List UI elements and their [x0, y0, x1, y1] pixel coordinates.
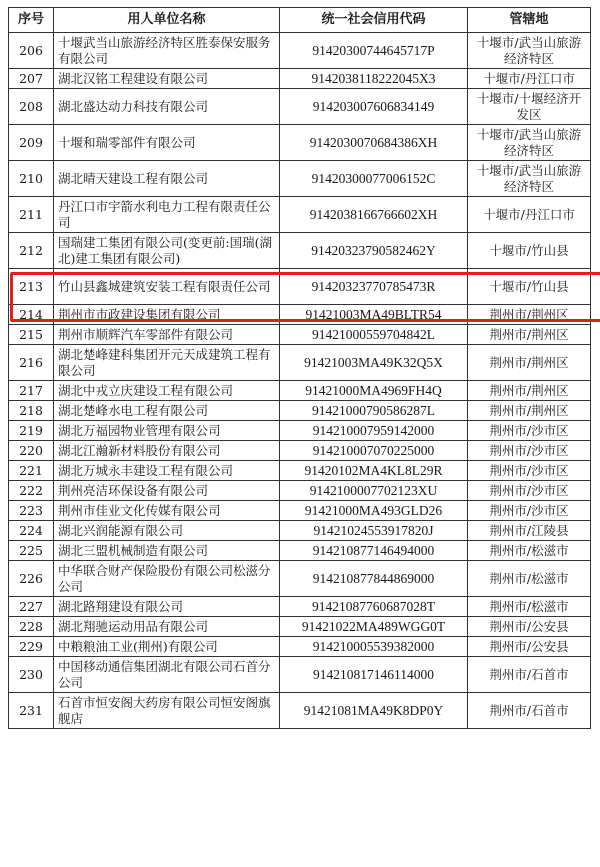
row-serial: 208 [9, 89, 54, 125]
table-row [9, 269, 591, 305]
table-row [9, 637, 591, 657]
row-serial: 223 [9, 501, 54, 521]
row-company-name: 湖北翔驰运动用品有限公司 [54, 617, 280, 637]
row-credit-code: 91421024553917820J [280, 521, 468, 541]
table-row [9, 461, 591, 481]
row-company-name: 十堰和瑞零部件有限公司 [54, 125, 280, 161]
row-company-name: 湖北楚峰水电工程有限公司 [54, 401, 280, 421]
row-credit-code: 9142038166766602XH [280, 197, 468, 233]
row-company-name: 湖北中戎立庆建设工程有限公司 [54, 381, 280, 401]
row-credit-code: 91420300744645717P [280, 33, 468, 69]
header-serial: 序号 [9, 8, 54, 33]
row-serial: 230 [9, 657, 54, 693]
table-row [9, 345, 591, 381]
row-jurisdiction: 荆州市/沙市区 [468, 461, 591, 481]
table-row [9, 305, 591, 325]
row-credit-code: 914210005539382000 [280, 637, 468, 657]
row-serial: 209 [9, 125, 54, 161]
table-row [9, 521, 591, 541]
row-credit-code: 914210007070225000 [280, 441, 468, 461]
row-jurisdiction: 荆州市/石首市 [468, 693, 591, 729]
table-row [9, 161, 591, 197]
row-jurisdiction: 荆州市/荆州区 [468, 345, 591, 381]
row-company-name: 湖北江瀚新材料股份有限公司 [54, 441, 280, 461]
table-row [9, 481, 591, 501]
employer-table [8, 7, 591, 729]
row-company-name: 湖北路翔建设有限公司 [54, 597, 280, 617]
row-company-name: 湖北兴润能源有限公司 [54, 521, 280, 541]
row-credit-code: 9142030070684386XH [280, 125, 468, 161]
row-jurisdiction: 荆州市/公安县 [468, 637, 591, 657]
row-jurisdiction: 十堰市/武当山旅游经济特区 [468, 125, 591, 161]
table-row [9, 233, 591, 269]
row-credit-code: 91421003MA49K32Q5X [280, 345, 468, 381]
table-header-row [9, 8, 591, 33]
row-serial: 213 [9, 269, 54, 305]
row-credit-code: 91421000MA4969FH4Q [280, 381, 468, 401]
row-serial: 212 [9, 233, 54, 269]
row-credit-code: 9142038118222045X3 [280, 69, 468, 89]
row-credit-code: 914210007959142000 [280, 421, 468, 441]
row-serial: 226 [9, 561, 54, 597]
table-row [9, 33, 591, 69]
row-credit-code: 91421000790586287L [280, 401, 468, 421]
row-serial: 225 [9, 541, 54, 561]
row-jurisdiction: 荆州市/沙市区 [468, 501, 591, 521]
table-row [9, 325, 591, 345]
row-company-name: 湖北万福园物业管理有限公司 [54, 421, 280, 441]
table-row [9, 89, 591, 125]
row-credit-code: 914210817146114000 [280, 657, 468, 693]
row-jurisdiction: 荆州市/荆州区 [468, 401, 591, 421]
row-company-name: 十堰武当山旅游经济特区胜泰保安服务有限公司 [54, 33, 280, 69]
row-company-name: 湖北楚峰建科集团开元天成建筑工程有限公司 [54, 345, 280, 381]
row-company-name: 荆州亮洁环保设备有限公司 [54, 481, 280, 501]
row-company-name: 中华联合财产保险股份有限公司松滋分公司 [54, 561, 280, 597]
row-serial: 219 [9, 421, 54, 441]
row-serial: 215 [9, 325, 54, 345]
table-row [9, 657, 591, 693]
table-row [9, 381, 591, 401]
row-credit-code: 91421003MA49BLTR54 [280, 305, 468, 325]
row-serial: 218 [9, 401, 54, 421]
row-jurisdiction: 荆州市/沙市区 [468, 441, 591, 461]
row-jurisdiction: 荆州市/荆州区 [468, 381, 591, 401]
table-row [9, 69, 591, 89]
header-company: 用人单位名称 [54, 8, 280, 33]
row-serial: 210 [9, 161, 54, 197]
row-serial: 207 [9, 69, 54, 89]
credit-table-sheet [8, 7, 590, 729]
row-jurisdiction: 荆州市/石首市 [468, 657, 591, 693]
row-credit-code: 91420323770785473R [280, 269, 468, 305]
row-jurisdiction: 荆州市/荆州区 [468, 305, 591, 325]
row-jurisdiction: 荆州市/松滋市 [468, 597, 591, 617]
row-company-name: 荆州市佳业文化传媒有限公司 [54, 501, 280, 521]
row-credit-code: 91421000559704842L [280, 325, 468, 345]
table-row [9, 125, 591, 161]
row-company-name: 荆州市市政建设集团有限公司 [54, 305, 280, 325]
row-jurisdiction: 荆州市/松滋市 [468, 541, 591, 561]
row-serial: 211 [9, 197, 54, 233]
row-credit-code: 914210877844869000 [280, 561, 468, 597]
row-credit-code: 91421087760687028T [280, 597, 468, 617]
table-row [9, 441, 591, 461]
table-row [9, 197, 591, 233]
row-credit-code: 91421000MA493GLD26 [280, 501, 468, 521]
row-serial: 229 [9, 637, 54, 657]
row-company-name: 荆州市顺辉汽车零部件有限公司 [54, 325, 280, 345]
header-credit-code: 统一社会信用代码 [280, 8, 468, 33]
row-credit-code: 91420323790582462Y [280, 233, 468, 269]
table-row [9, 421, 591, 441]
row-company-name: 中国移动通信集团湖北有限公司石首分公司 [54, 657, 280, 693]
row-jurisdiction: 十堰市/武当山旅游经济特区 [468, 161, 591, 197]
row-serial: 221 [9, 461, 54, 481]
row-jurisdiction: 十堰市/武当山旅游经济特区 [468, 33, 591, 69]
row-serial: 227 [9, 597, 54, 617]
row-jurisdiction: 荆州市/松滋市 [468, 561, 591, 597]
row-serial: 214 [9, 305, 54, 325]
table-row [9, 401, 591, 421]
row-credit-code: 91420102MA4KL8L29R [280, 461, 468, 481]
row-jurisdiction: 荆州市/公安县 [468, 617, 591, 637]
table-row [9, 501, 591, 521]
row-company-name: 石首市恒安阁大药房有限公司恒安阁旗舰店 [54, 693, 280, 729]
row-company-name: 竹山县鑫城建筑安装工程有限责任公司 [54, 269, 280, 305]
row-jurisdiction: 十堰市/竹山县 [468, 269, 591, 305]
row-serial: 217 [9, 381, 54, 401]
row-credit-code: 9142100007702123XU [280, 481, 468, 501]
row-serial: 224 [9, 521, 54, 541]
row-jurisdiction: 十堰市/丹江口市 [468, 69, 591, 89]
row-company-name: 湖北盛达动力科技有限公司 [54, 89, 280, 125]
header-jurisdiction: 管辖地 [468, 8, 591, 33]
row-jurisdiction: 十堰市/丹江口市 [468, 197, 591, 233]
row-credit-code: 914210877146494000 [280, 541, 468, 561]
row-jurisdiction: 荆州市/荆州区 [468, 325, 591, 345]
row-jurisdiction: 十堰市/竹山县 [468, 233, 591, 269]
row-credit-code: 91421022MA489WGG0T [280, 617, 468, 637]
row-company-name: 湖北汉铭工程建设有限公司 [54, 69, 280, 89]
row-credit-code: 91420300077006152C [280, 161, 468, 197]
row-company-name: 湖北晴天建设工程有限公司 [54, 161, 280, 197]
row-company-name: 国瑞建工集团有限公司(变更前:国瑞(湖北)建工集团有限公司) [54, 233, 280, 269]
table-row [9, 597, 591, 617]
row-company-name: 丹江口市宇箭水利电力工程有限责任公司 [54, 197, 280, 233]
table-row [9, 541, 591, 561]
row-credit-code: 91421081MA49K8DP0Y [280, 693, 468, 729]
table-row [9, 693, 591, 729]
row-credit-code: 914203007606834149 [280, 89, 468, 125]
row-serial: 222 [9, 481, 54, 501]
row-jurisdiction: 荆州市/江陵县 [468, 521, 591, 541]
row-jurisdiction: 十堰市/十堰经济开发区 [468, 89, 591, 125]
row-company-name: 中粮粮油工业(荆州)有限公司 [54, 637, 280, 657]
row-company-name: 湖北万城永丰建设工程有限公司 [54, 461, 280, 481]
row-serial: 220 [9, 441, 54, 461]
row-serial: 216 [9, 345, 54, 381]
row-serial: 231 [9, 693, 54, 729]
table-row [9, 561, 591, 597]
row-jurisdiction: 荆州市/沙市区 [468, 421, 591, 441]
row-company-name: 湖北三盟机械制造有限公司 [54, 541, 280, 561]
table-row [9, 617, 591, 637]
row-jurisdiction: 荆州市/沙市区 [468, 481, 591, 501]
row-serial: 206 [9, 33, 54, 69]
row-serial: 228 [9, 617, 54, 637]
